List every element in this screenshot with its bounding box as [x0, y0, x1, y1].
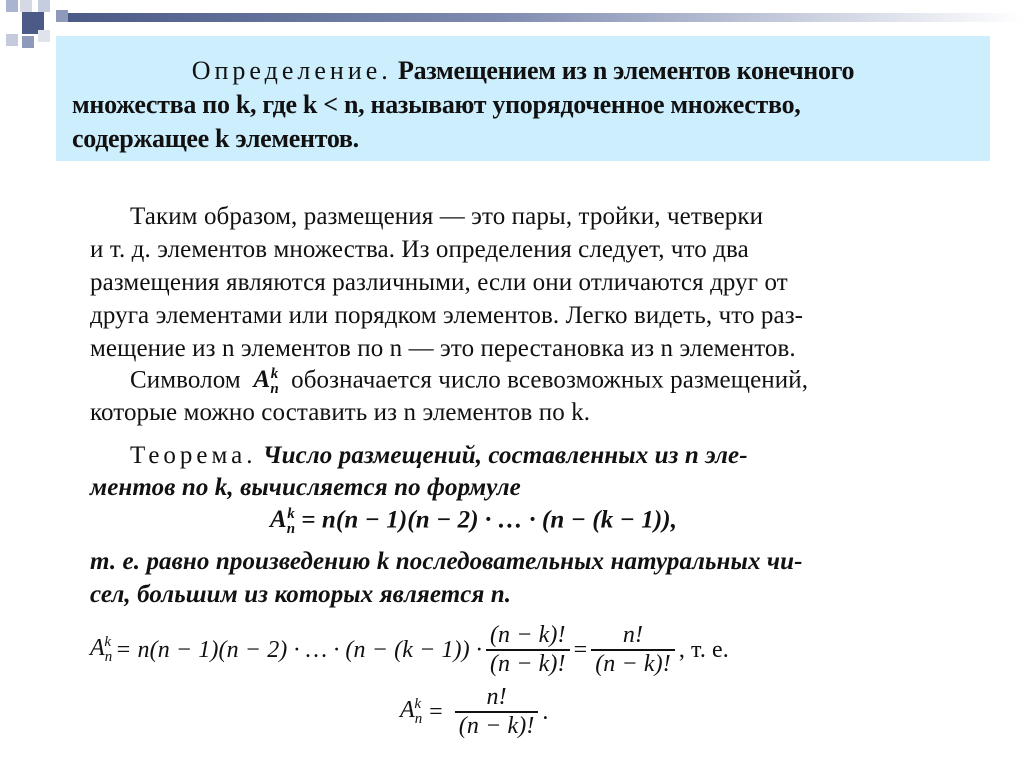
definition-line-3: содержащее k элементов.: [72, 124, 359, 153]
theorem-line-2: ментов по k, вычисляется по формуле: [90, 474, 521, 501]
paragraph-line: и т. д. элементов множества. Из определения следует, что два: [90, 236, 749, 263]
symbol-line: [130, 366, 808, 398]
definition-text: Размещением из n элементов конечного: [397, 56, 855, 85]
symbol-a: $A_n^k$: [253, 366, 279, 398]
definition-box: [56, 36, 990, 161]
symbol-before: Символом: [130, 366, 241, 394]
derivation-formula: $A_n^k$ = n(n − 1)(n − 2) · … · (n − (k − 1)) · $\frac{(n - k)!}{(n - k)!}$ = $\frac{n!}{(n - k)!}$ , т. е.: [90, 622, 729, 677]
paragraph-line: Таким образом, размещения — это пары, тройки, четверки: [130, 203, 764, 230]
theorem-label: Теорема.: [130, 442, 257, 469]
fraction-one: $\frac{(n - k)!}{(n - k)!}$: [486, 622, 570, 678]
fraction-factorial: $\frac{n!}{(n - k)!}$: [591, 622, 675, 678]
definition-label: Определение.: [191, 56, 392, 85]
definition-line-1: [56, 56, 990, 86]
header-bar: [68, 13, 1024, 22]
symbol-after: обозначается число всевозможных размещений,: [291, 366, 809, 394]
theorem-formula: $A_n^k = n(n - 1)(n - 2)$ · … · (n − (k − 1)),: [270, 506, 678, 538]
paragraph-line: которые можно составить из n элементов по k.: [90, 399, 591, 426]
final-fraction: $\frac{n!}{(n - k)!}$: [455, 684, 539, 740]
theorem-line-1: Теорема. Число размещений, составленных из n эле-: [130, 442, 748, 469]
theorem-line-3: т. е. равно произведению k последовательных натуральных чи-: [90, 548, 803, 575]
paragraph-line: мещение из n элементов по n — это перестановка из n элементов.: [90, 335, 796, 362]
paragraph-line: размещения являются различными, если они отличаются друг от: [90, 269, 788, 296]
final-formula: $A_n^k$ = $\frac{n!}{(n - k)!}$ .: [400, 684, 549, 739]
paragraph-line: друга элементами или порядком элементов. Легко видеть, что раз-: [90, 302, 804, 329]
definition-line-2: множества по k, где k < n, называют упорядоченное множество,: [72, 90, 801, 119]
theorem-line-4: сел, большим из которых является n.: [90, 581, 512, 608]
